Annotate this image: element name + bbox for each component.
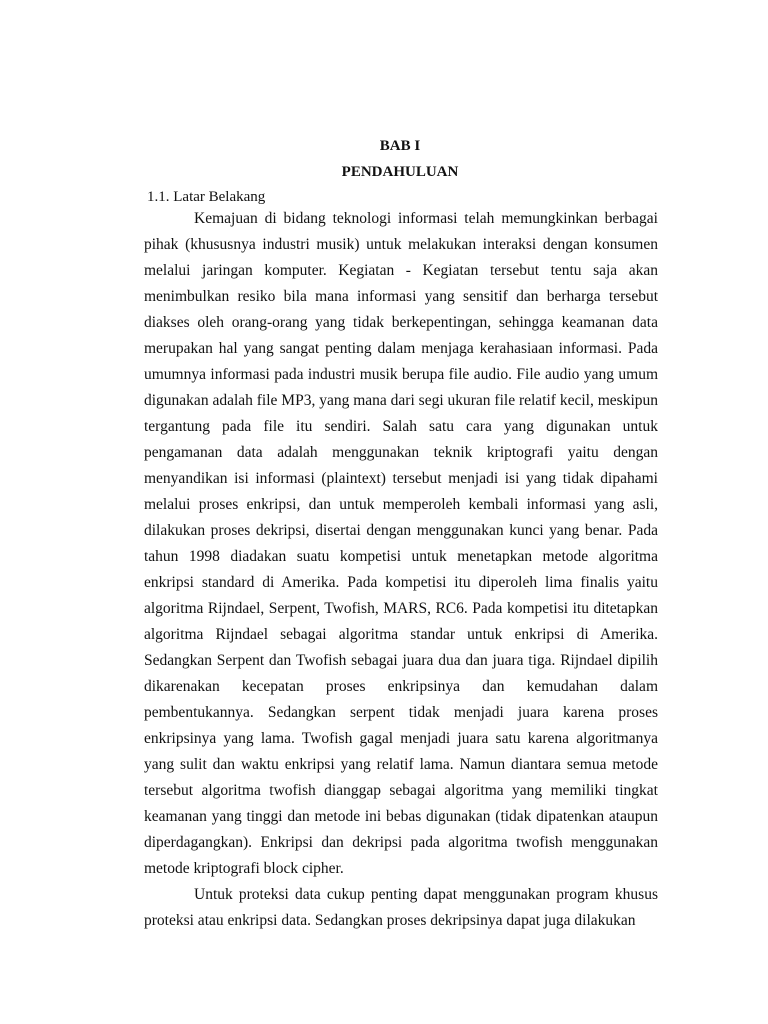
paragraph-1: Kemajuan di bidang teknologi informasi telah memungkinkan berbagai pihak (khususnya industri musik) untuk melakukan interaksi dengan konsumen melalui jaringan komputer. Kegiatan - Kegiatan tersebut tentu saja akan menimbulkan resiko bila mana informasi yang sensitif dan berharga tersebut diakses oleh orang-orang yang tidak berkepentingan, sehingga keamanan data merupakan hal yang sangat penting dalam menjaga kerahasiaan informasi. Pada umumnya informasi pada industri musik berupa file audio. File audio yang umum digunakan adalah file MP3, yang mana dari segi ukuran file relatif kecil, meskipun tergantung pada file itu sendiri. Salah satu cara yang digunakan untuk pengamanan data adalah menggunakan teknik kriptografi yaitu dengan menyandikan isi informasi (plaintext) tersebut menjadi isi yang tidak dipahami melalui proses enkripsi, dan untuk memperoleh kembali informasi yang asli, dilakukan proses dekripsi, disertai dengan menggunakan kunci yang benar. Pada tahun 1998 diadakan suatu kompetisi untuk menetapkan metode algoritma enkripsi standard di Amerika. Pada kompetisi itu diperoleh lima finalis yaitu algoritma Rijndael, Serpent, Twofish, MARS, RC6. Pada kompetisi itu ditetapkan algoritma Rijndael sebagai algoritma standar untuk enkripsi di Amerika. Sedangkan Serpent dan Twofish sebagai juara dua dan juara tiga. Rijndael dipilih dikarenakan kecepatan proses enkripsinya dan kemudahan dalam pembentukannya. Sedangkan serpent tidak menjadi juara karena proses enkripsinya yang lama. Twofish gagal menjadi juara satu karena algoritmanya yang sulit dan waktu enkripsi yang relatif lama. Namun diantara semua metode tersebut algoritma twofish dianggap sebagai algoritma yang memiliki tingkat keamanan yang tinggi dan metode ini bebas digunakan (tidak dipatenkan ataupun diperdagangkan). Enkripsi dan dekripsi pada algoritma twofish menggunakan metode kriptografi block cipher.: [144, 210, 658, 877]
paragraph-2: Untuk proteksi data cukup penting dapat menggunakan program khusus proteksi atau enkripsi data. Sedangkan proses dekripsinya dapat juga dilakukan: [144, 886, 658, 929]
body-text: [144, 206, 658, 934]
chapter-number: BAB I: [379, 138, 421, 154]
chapter-title: PENDAHULUAN: [341, 164, 459, 180]
section-heading: 1.1. Latar Belakang: [147, 189, 266, 205]
